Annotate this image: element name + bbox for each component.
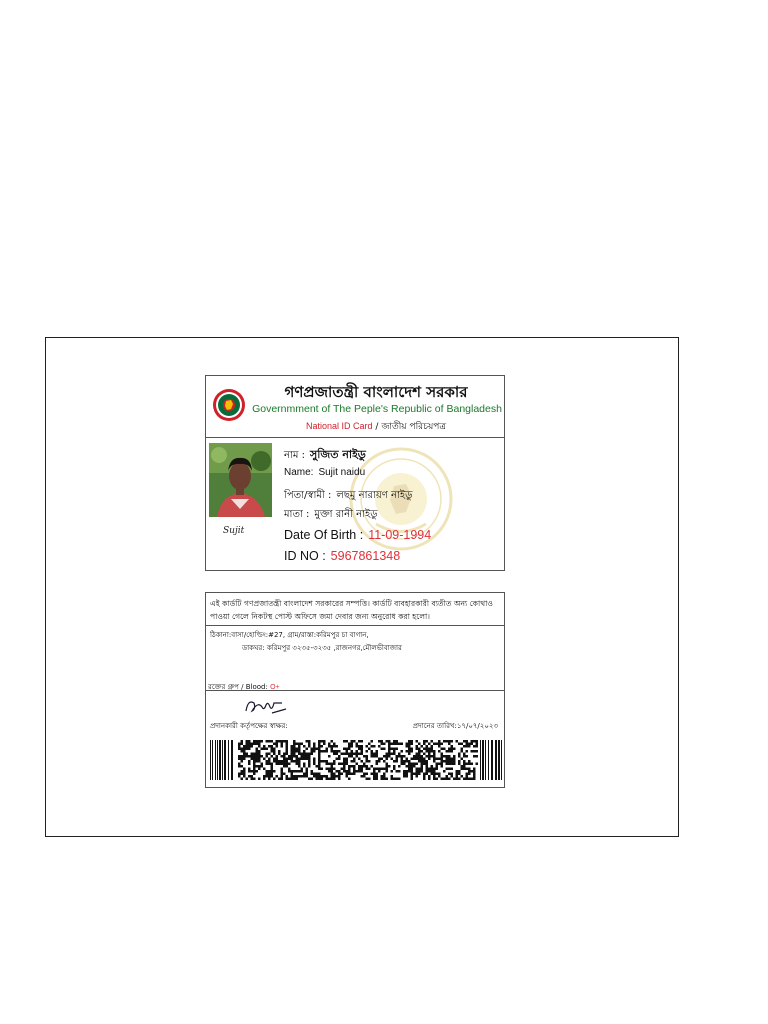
card-title-english: Governmment of The Peple's Republic of Bangladesh <box>252 403 502 415</box>
issuer-signature <box>242 695 288 719</box>
father-row <box>284 488 412 505</box>
barcode <box>210 740 502 780</box>
divider <box>206 690 504 691</box>
dob-value: 11-09-1994 <box>368 528 432 542</box>
mother-label: মাতা : <box>284 509 310 520</box>
id-label: ID NO : <box>284 549 326 563</box>
address-line-2: ডাকঘর: করিমপুর ৩২৩৫-৩২৩৫ ,রাজনগর,মৌলভীবাজার <box>242 644 402 652</box>
father-value: লছমু নারায়ণ নাইডু <box>336 490 413 501</box>
dob-label: Date Of Birth : <box>284 528 364 542</box>
subtitle-english: National ID Card <box>306 421 373 431</box>
ownership-notice: এই কার্ডটি গণপ্রজাতন্ত্রী বাংলাদেশ সরকারের সম্পত্তি। কার্ডটি ব্যবহারকারী ব্যতীত অন্য কোথাও পাওয়া গেলে নিকটস্থ পোস্ট অফিসে জমা দেবার জন্য অনুরোধ করা হলো। <box>210 599 493 621</box>
id-card-front <box>205 375 505 571</box>
id-number-row <box>284 549 400 563</box>
card-subtitle <box>250 419 502 434</box>
name-english-value: Sujit naidu <box>318 467 366 478</box>
date-of-birth-row <box>284 528 431 542</box>
photo-signature: Sujit <box>223 526 245 536</box>
name-bangla-row <box>284 446 366 465</box>
name-english-row <box>284 467 365 478</box>
id-card-back <box>205 592 505 788</box>
name-bangla-value: সুজিত নাইডু <box>309 448 366 461</box>
holder-photo <box>209 443 272 517</box>
blood-value: O+ <box>270 684 280 691</box>
name-english-label: Name: <box>284 467 314 478</box>
government-seal-icon <box>212 388 246 422</box>
blood-group <box>208 681 280 693</box>
name-bangla-label: নাম : <box>284 450 305 461</box>
issuer-signature-label: প্রদানকারী কর্তৃপক্ষের স্বাক্ষর: <box>210 722 288 730</box>
card-title-bangla: গণপ্রজাতন্ত্রী বাংলাদেশ সরকার <box>284 383 468 401</box>
blood-label: রক্তের গ্রুপ / Blood: <box>208 683 268 691</box>
mother-row <box>284 507 378 524</box>
card-header <box>206 376 504 438</box>
issue-date: প্রদানের তারিখ:১৭/০৭/২০২৩ <box>412 722 498 730</box>
id-value: 5967861348 <box>330 549 401 563</box>
father-label: পিতা/স্বামী : <box>284 490 332 501</box>
address-line-1: ঠিকানা:বাসা/হোল্ডিং:#27, গ্রাম/রাস্তা:করিমপুর চা বাগান, <box>210 631 369 639</box>
mother-value: মুক্তা রানী নাইডু <box>314 509 378 520</box>
subtitle-bangla: জাতীয় পরিচয়পত্র <box>381 422 446 432</box>
subtitle-separator: / <box>372 422 382 432</box>
divider <box>206 625 504 626</box>
